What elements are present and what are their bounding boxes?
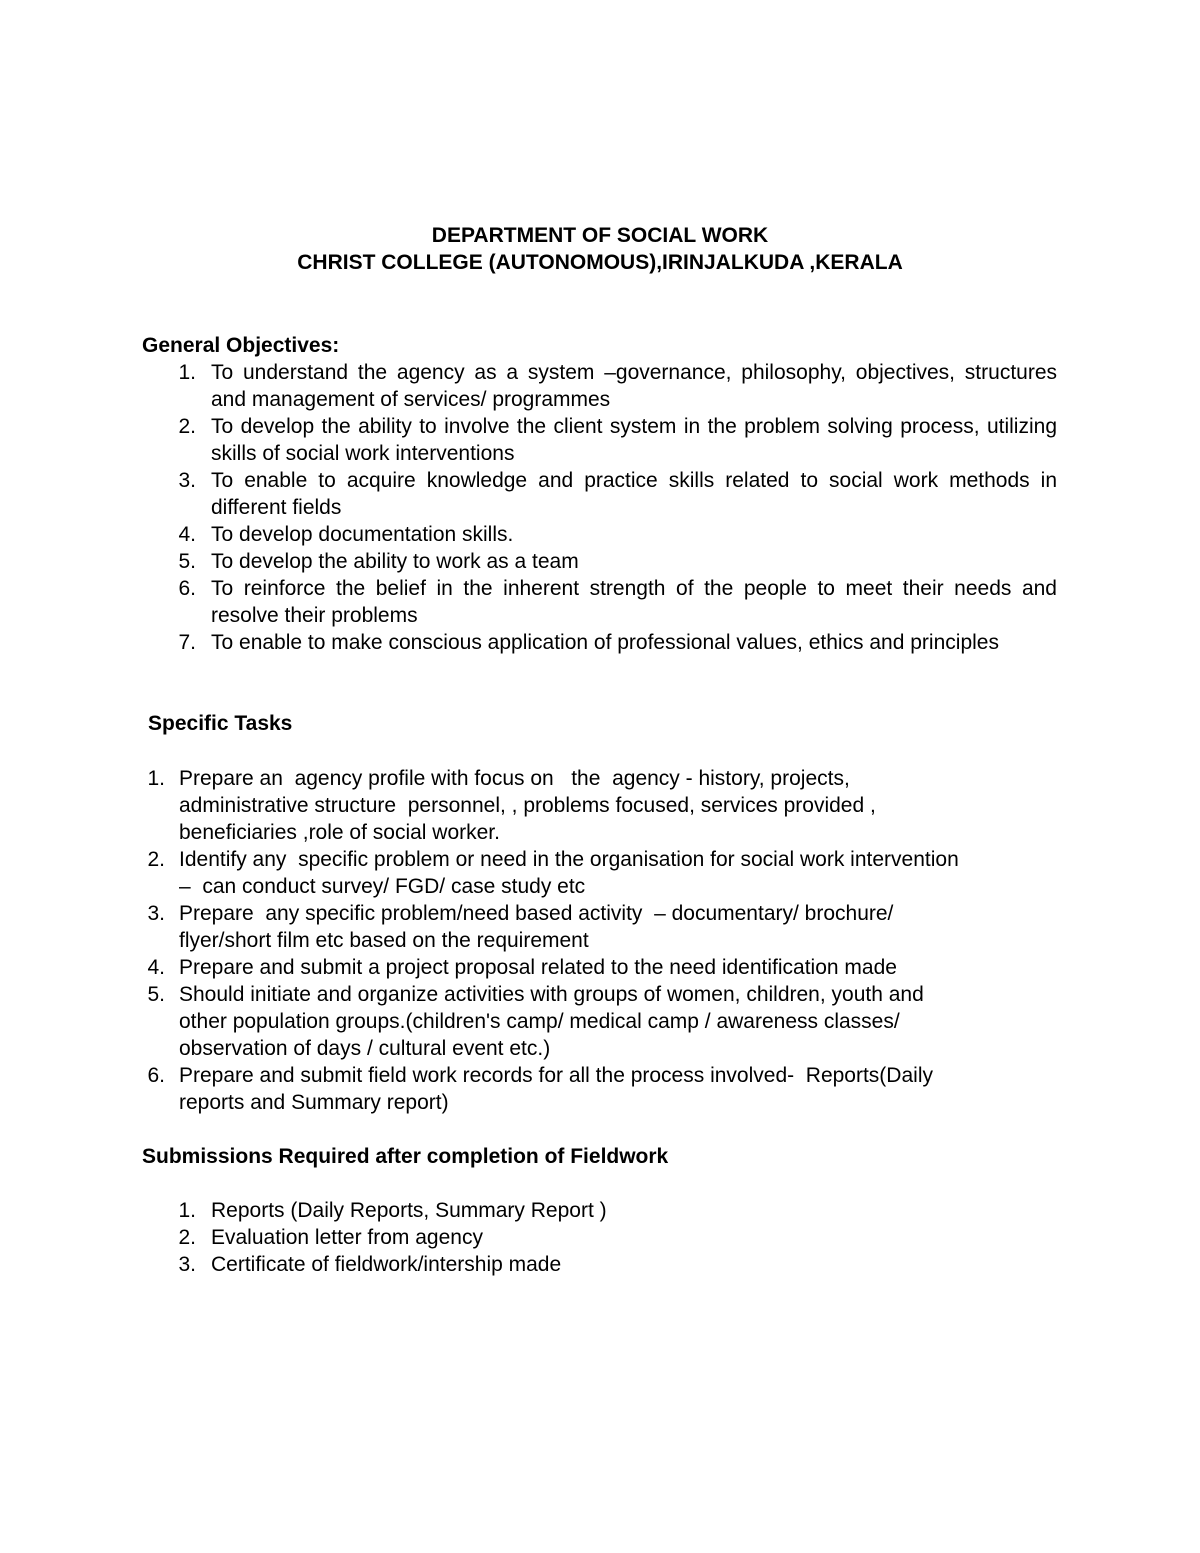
list-item <box>178 467 1057 521</box>
list-item <box>178 575 1057 629</box>
list-item <box>147 765 1079 846</box>
list-item-text-line: Prepare and submit a project proposal related to the need identification made <box>179 956 897 979</box>
list-item <box>147 981 1079 1062</box>
list-item-text-line: flyer/short film etc based on the requirement <box>179 929 589 952</box>
list-item-text: To develop the ability to work as a team <box>211 550 579 573</box>
list-item-text: To enable to acquire knowledge and practice skills related to social work methods in different fields <box>211 469 1057 519</box>
list-item-text: Evaluation letter from agency <box>211 1226 483 1249</box>
list-item-text-line: other population groups.(children's camp/ medical camp / awareness classes/ <box>179 1010 900 1033</box>
list-item-number: 6. <box>178 577 196 600</box>
specific-tasks-heading: Specific Tasks <box>148 712 293 735</box>
submissions-heading: Submissions Required after completion of Fieldwork <box>142 1145 669 1168</box>
list-item <box>178 629 1057 656</box>
document-header <box>0 222 1200 276</box>
list-item-text-line: Prepare any specific problem/need based activity – documentary/ brochure/ <box>179 902 894 925</box>
general-objectives-list <box>178 359 1057 656</box>
list-item <box>178 548 1057 575</box>
list-item <box>178 1224 1057 1251</box>
list-item <box>178 413 1057 467</box>
list-item-text-line: Prepare and submit field work records for all the process involved- Reports(Daily <box>179 1064 933 1087</box>
list-item-number: 1. <box>178 361 196 384</box>
list-item-text-line: Identify any specific problem or need in the organisation for social work intervention <box>179 848 959 871</box>
list-item-text: Certificate of fieldwork/intership made <box>211 1253 562 1276</box>
college-title: CHRIST COLLEGE (AUTONOMOUS),IRINJALKUDA ,KERALA <box>297 251 903 274</box>
list-item-number: 4. <box>147 956 165 979</box>
list-item-text: Reports (Daily Reports, Summary Report ) <box>211 1199 607 1222</box>
list-item-number: 3. <box>178 1253 196 1276</box>
list-item-number: 1. <box>178 1199 196 1222</box>
list-item <box>178 1251 1057 1278</box>
list-item-number: 1. <box>147 767 165 790</box>
list-item-number: 2. <box>178 415 196 438</box>
list-item-text: To reinforce the belief in the inherent strength of the people to meet their needs and resolve their problems <box>211 577 1057 627</box>
list-item <box>147 846 1079 900</box>
list-item-number: 3. <box>147 902 165 925</box>
list-item <box>147 1062 1079 1116</box>
list-item-number: 5. <box>178 550 196 573</box>
list-item-text: To develop documentation skills. <box>211 523 514 546</box>
list-item <box>178 521 1057 548</box>
list-item-text: To enable to make conscious application of professional values, ethics and principles <box>211 631 999 654</box>
list-item-text-line: reports and Summary report) <box>179 1091 449 1114</box>
list-item-number: 4. <box>178 523 196 546</box>
list-item <box>147 900 1079 954</box>
list-item-text: To develop the ability to involve the client system in the problem solving process, utilizing skills of social work interventions <box>211 415 1057 465</box>
list-item-number: 2. <box>147 848 165 871</box>
list-item-number: 2. <box>178 1226 196 1249</box>
general-objectives-heading: General Objectives: <box>142 334 340 357</box>
list-item <box>178 1197 1057 1224</box>
list-item-text-line: Should initiate and organize activities with groups of women, children, youth and <box>179 983 924 1006</box>
department-title: DEPARTMENT OF SOCIAL WORK <box>431 224 769 247</box>
list-item <box>147 954 1079 981</box>
list-item-number: 3. <box>178 469 196 492</box>
list-item-number: 5. <box>147 983 165 1006</box>
list-item-text-line: administrative structure personnel, , problems focused, services provided , <box>179 794 876 817</box>
specific-tasks-list <box>147 765 1079 1116</box>
list-item-text-line: – can conduct survey/ FGD/ case study etc <box>179 875 586 898</box>
submissions-list <box>178 1197 1057 1278</box>
list-item-text-line: Prepare an agency profile with focus on the agency - history, projects, <box>179 767 850 790</box>
list-item-number: 6. <box>147 1064 165 1087</box>
list-item-text-line: beneficiaries ,role of social worker. <box>179 821 500 844</box>
list-item <box>178 359 1057 413</box>
list-item-text: To understand the agency as a system –governance, philosophy, objectives, structures and management of services/ programmes <box>211 361 1057 411</box>
list-item-number: 7. <box>178 631 196 654</box>
list-item-text-line: observation of days / cultural event etc.) <box>179 1037 551 1060</box>
